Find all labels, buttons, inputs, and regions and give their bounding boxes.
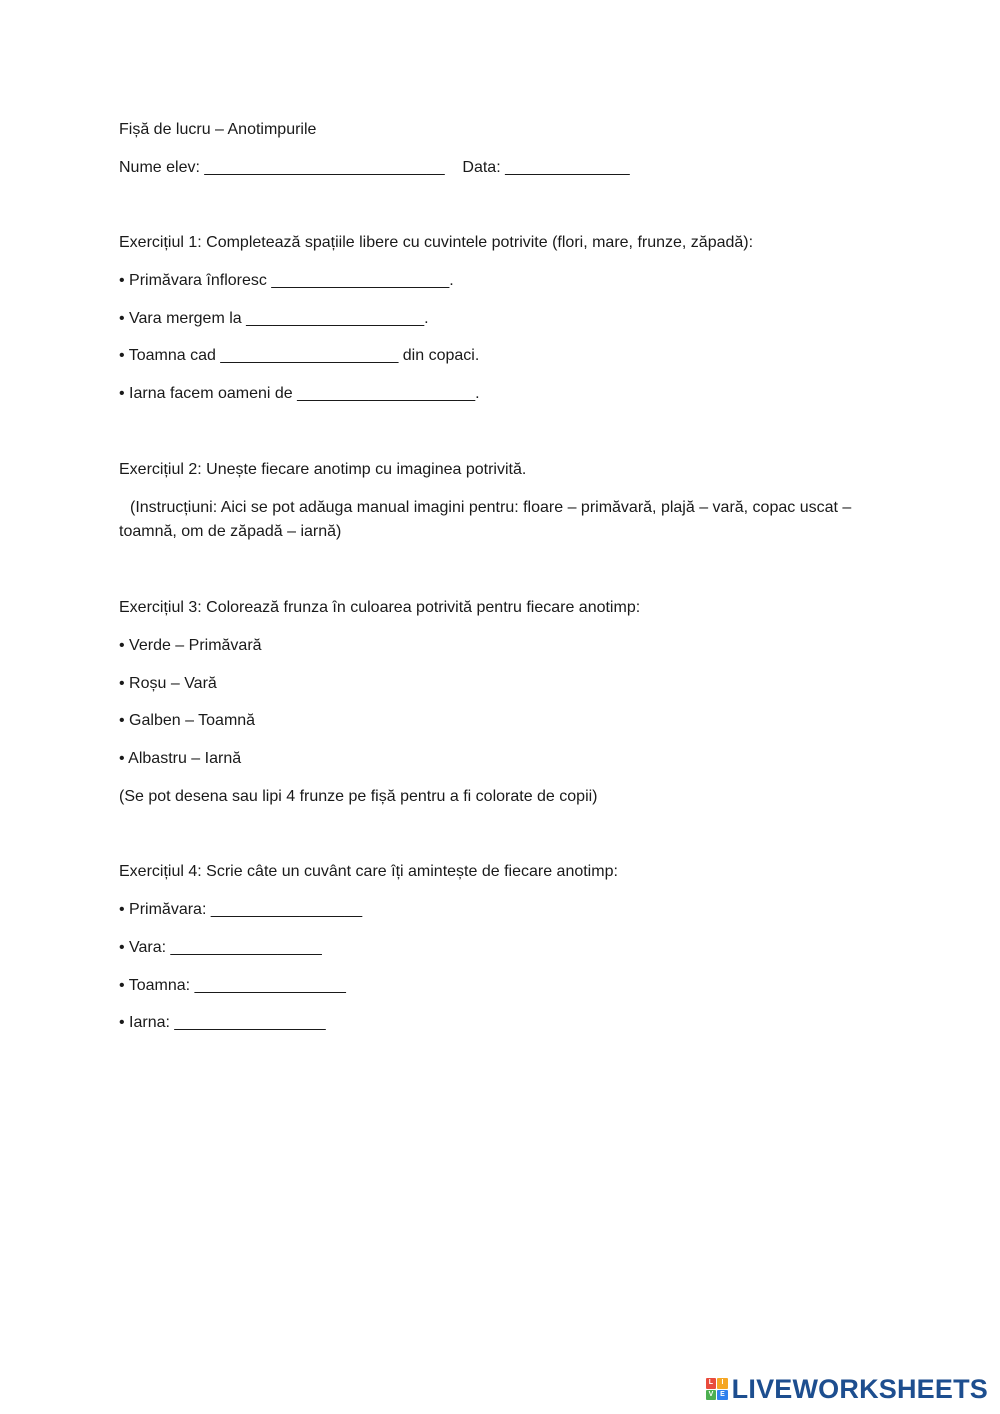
exercise-3-item: • Verde – Primăvară	[119, 637, 262, 654]
exercise-3-item: • Galben – Toamnă	[119, 712, 256, 729]
exercise-4-title: Exercițiul 4: Scrie câte un cuvânt care îți amintește de fiecare anotimp:	[119, 863, 618, 880]
exercise-3-note: (Se pot desena sau lipi 4 frunze pe fișă pentru a fi colorate de copii)	[119, 788, 598, 805]
exercise-2-title: Exercițiul 2: Unește fiecare anotimp cu imaginea potrivită.	[119, 461, 527, 478]
exercise-3-item: • Albastru – Iarnă	[119, 750, 242, 767]
exercise-4-item: • Primăvara: _________________	[119, 901, 363, 918]
page-title: Fișă de lucru – Anotimpurile	[119, 121, 317, 138]
logo-letter: I	[717, 1378, 728, 1389]
exercise-1-item: • Primăvara înfloresc ____________________.	[119, 272, 454, 289]
logo-letter: E	[717, 1390, 728, 1401]
exercise-1-item: • Iarna facem oameni de ____________________.	[119, 385, 480, 402]
logo-letter: L	[706, 1378, 717, 1389]
exercise-2-instructions: (Instrucțiuni: Aici se pot adăuga manual imagini pentru: floare – primăvară, plajă – vară, copac uscat – toamnă, om de zăpadă – iarnă)	[119, 499, 852, 540]
exercise-4-item: • Iarna: _________________	[119, 1014, 326, 1031]
liveworksheets-logo-icon	[706, 1378, 728, 1400]
exercise-3-title: Exercițiul 3: Colorează frunza în culoarea potrivită pentru fiecare anotimp:	[119, 599, 641, 616]
exercise-4-item: • Toamna: _________________	[119, 977, 346, 994]
exercise-3-item: • Roșu – Vară	[119, 675, 217, 692]
logo-letter: V	[706, 1390, 717, 1401]
liveworksheets-logo-text: LIVEWORKSHEETS	[731, 1373, 988, 1404]
exercise-1-item: • Toamna cad ____________________ din copaci.	[119, 347, 480, 364]
liveworksheets-watermark	[706, 1374, 988, 1404]
exercise-1-item: • Vara mergem la ____________________.	[119, 310, 429, 327]
student-name-date-line: Nume elev: ___________________________ Data: ______________	[119, 159, 630, 176]
exercise-1-title: Exercițiul 1: Completează spațiile libere cu cuvintele potrivite (flori, mare, frunze, zăpadă):	[119, 234, 754, 251]
exercise-4-item: • Vara: _________________	[119, 939, 322, 956]
